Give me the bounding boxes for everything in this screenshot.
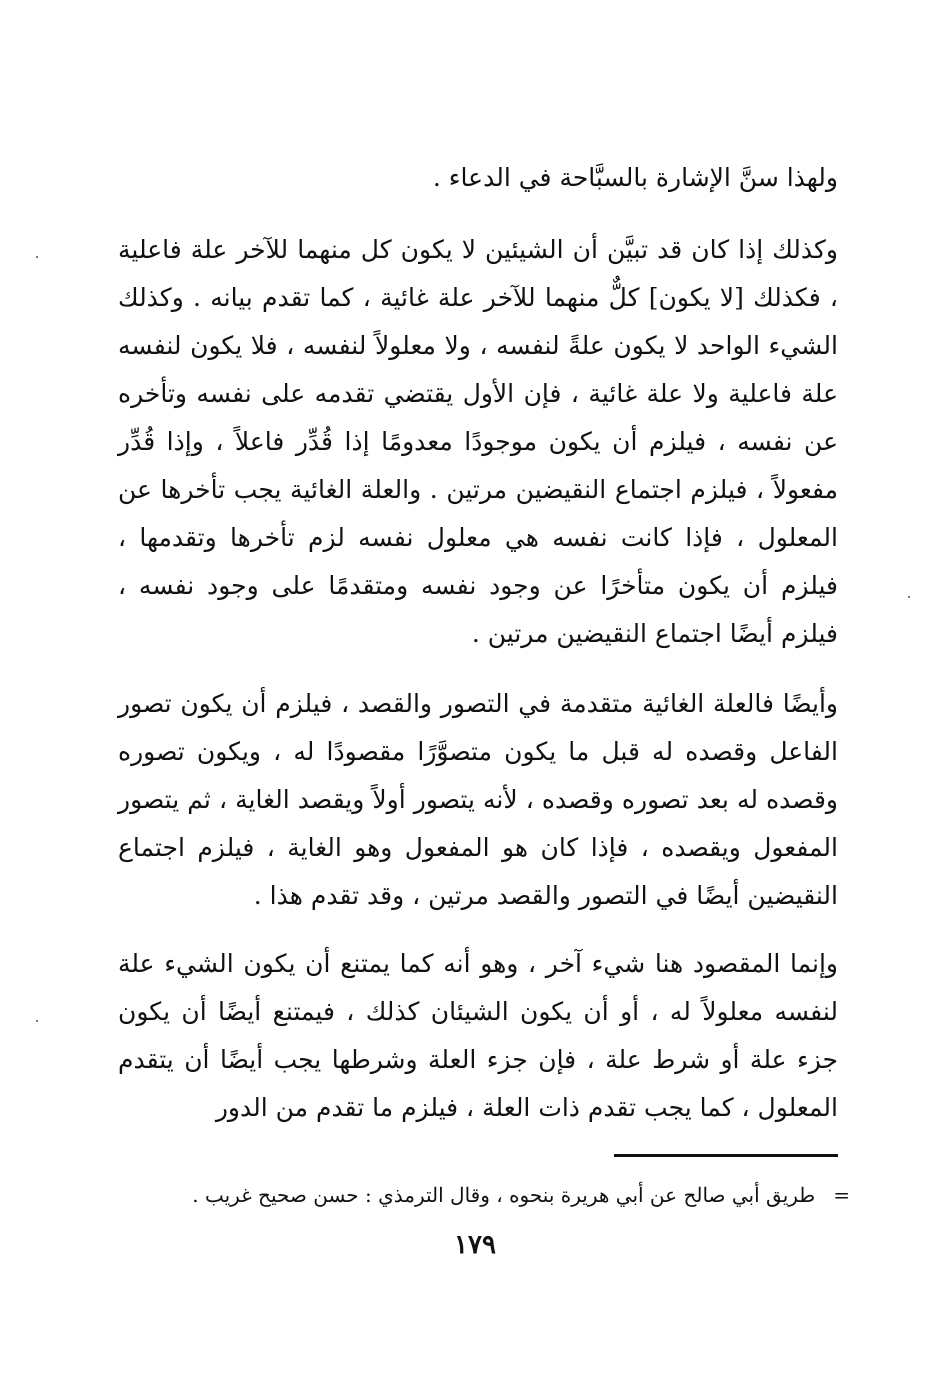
paragraph-4: وإنما المقصود هنا شيء آخر ، وهو أنه كما يمتنع أن يكون الشيء علة لنفسه معلولاً له ، أو أن يكون الشيئان كذلك ، فيمتنع أيضًا أن يكون جزء علة أو شرط علة ، فإن جزء العلة وشرطها يجب أيضًا أن يتقدم المعلول ، كما يجب تقدم ذات العلة ، فيلزم ما تقدم من الدور xyxy=(118,949,838,1122)
footnote xyxy=(110,1178,850,1212)
scan-speck xyxy=(36,1020,38,1022)
footnote-separator xyxy=(614,1154,838,1157)
page-number: ١٧٩ xyxy=(454,1230,496,1260)
paragraph-1: ولهذا سنَّ الإشارة بالسبَّاحة في الدعاء . xyxy=(432,163,838,192)
scan-speck xyxy=(36,256,38,258)
paragraph-2: وكذلك إذا كان قد تبيَّن أن الشيئين لا يكون كل منهما للآخر علة فاعلية ، فكذلك [لا يكون] كلٌّ منهما للآخر علة غائية ، كما تقدم بيانه . وكذلك الشيء الواحد لا يكون علةً لنفسه ، ولا معلولاً لنفسه ، فلا يكون لنفسه علة فاعلية ولا علة غائية ، فإن الأول يقتضي تقدمه على نفسه وتأخره عن نفسه ، فيلزم أن يكون موجودًا معدومًا إذا قُدِّر فاعلاً ، وإذا قُدِّر مفعولاً ، فيلزم اجتماع النقيضين مرتين . والعلة الغائية يجب تأخرها عن المعلول ، فإذا كانت نفسه هي معلول نفسه لزم تأخرها وتقدمها ، فيلزم أن يكون متأخرًا عن وجود نفسه ومتقدمًا على وجود نفسه ، فيلزم أيضًا اجتماع النقيضين مرتين . xyxy=(118,235,838,648)
scan-speck xyxy=(908,596,910,598)
footnote-text: طريق أبي صالح عن أبي هريرة بنحوه ، وقال الترمذي : حسن صحيح غريب . xyxy=(192,1183,816,1207)
paragraph-3: وأيضًا فالعلة الغائية متقدمة في التصور والقصد ، فيلزم أن يكون تصور الفاعل وقصده له قبل ما يكون متصوَّرًا مقصودًا له ، ويكون تصوره وقصده له بعد تصوره وقصده ، لأنه يتصور أولاً ويقصد الغاية ، ثم يتصور المفعول ويقصده ، فإذا كان هو المفعول وهو الغاية ، فيلزم اجتماع النقيضين أيضًا في التصور والقصد مرتين ، وقد تقدم هذا . xyxy=(118,689,838,910)
footnote-continuation-marker: = xyxy=(833,1183,850,1207)
